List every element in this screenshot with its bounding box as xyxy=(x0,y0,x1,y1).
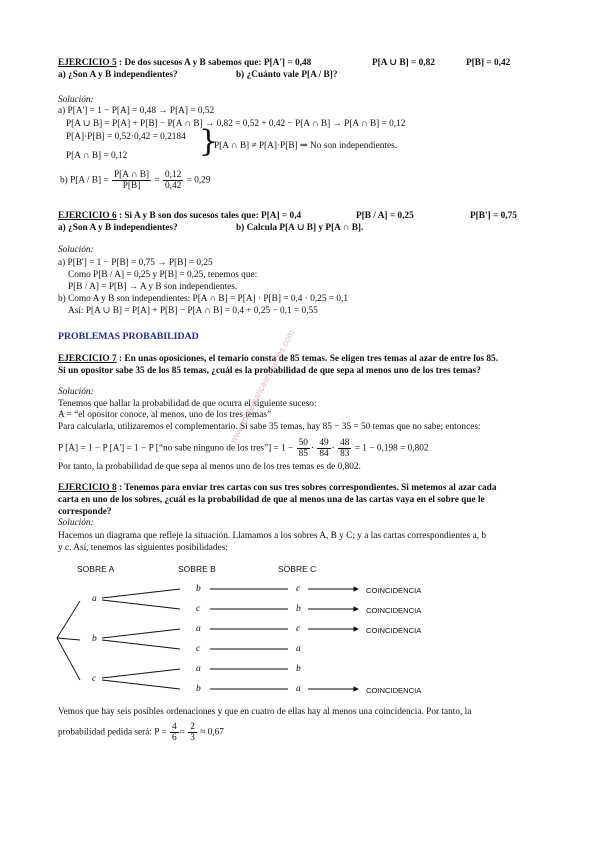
ej5-solution-label: Solución: xyxy=(58,95,94,105)
ej5-question-a: a) ¿Son A y B independientes? xyxy=(58,70,178,80)
ej6-line3: P[B / A] = P[B] → A y B son independientes. xyxy=(68,282,238,292)
ej7-line1: Tenemos que hallar la probabilidad de que ocurra el siguiente suceso: xyxy=(58,399,317,409)
row2-note: COINCIDENCIA xyxy=(366,606,422,615)
row6-c: a xyxy=(296,684,301,694)
header-sobre-c: SOBRE C xyxy=(278,564,317,574)
ej6-line4: b) Como A y B son independientes: P[A ∩ B] = P[A] · P[B] = 0,4 · 0,25 = 0,1 xyxy=(58,294,348,304)
ej8-heading: EJERCICIO 8 xyxy=(58,483,117,493)
ej8-statement-3: corresponde? xyxy=(58,507,112,517)
ej8-statement-1: EJERCICIO 8 : Tenemos para enviar tres cartas con sus tres sobres correspondientes. Si metemos al azar cada xyxy=(58,483,497,493)
watermark: www.matematicasrecursos.com xyxy=(228,328,297,445)
row6-b: b xyxy=(196,684,201,694)
ej7-heading: EJERCICIO 7 xyxy=(58,354,117,364)
first-letter-a: a xyxy=(92,594,97,604)
ej8-fraction-1: $\frac{4}{6}$ xyxy=(172,722,177,743)
ej6-given-conditional: P[B / A] = 0,25 xyxy=(356,211,414,221)
row3-note: COINCIDENCIA xyxy=(366,626,422,635)
ej5-brace: } xyxy=(199,124,219,159)
ej5-line3: P[A]·P[B] = 0,52·0,42 = 0,2184 xyxy=(66,132,186,142)
ej5-conclusion: P[A ∩ B] ≠ P[A]·P[B] ⇒ No son independientes. xyxy=(214,141,398,151)
ej8-line2: y c. Así, tenemos las siguientes posibilidades: xyxy=(58,543,228,553)
ej6-heading: EJERCICIO 6 xyxy=(58,211,117,221)
ej5-statement: EJERCICIO 5 : De dos sucesos A y B sabemos que: P[A'] = 0,48 xyxy=(58,58,312,68)
ej7-line3: Para calcularla, utilizaremos el complementario. Si sabe 35 temas, hay 85 − 35 = 50 temas que no sabe; entonces: xyxy=(58,422,481,432)
row1-note: COINCIDENCIA xyxy=(366,586,422,595)
ej5-given-pb: P[B] = 0,42 xyxy=(466,58,511,68)
section-title: PROBLEMAS PROBABILIDAD xyxy=(58,331,199,342)
header-sobre-b: SOBRE B xyxy=(178,564,216,574)
first-letter-b: b xyxy=(92,634,97,644)
header-sobre-a: SOBRE A xyxy=(77,564,115,574)
ej7-line5: Por tanto, la probabilidad de que sepa al menos uno de los tres temas es de 0,802. xyxy=(58,462,361,472)
ej5-line1: a) P[A'] = 1 − P[A] = 0,48 → P[A] = 0,52 xyxy=(58,106,215,116)
ej6-line2: Como P[B / A] = 0,25 y P[B] = 0,25, tenemos que: xyxy=(68,270,258,280)
ej5-part-b: b) P[A / B] = $\frac{P[A \cap B]}{P[B]}$ = $\frac{0,12}{0,42}$ = 0,29 xyxy=(60,170,211,191)
ej6-given-pbc: P[B'] = 0,75 xyxy=(470,211,517,221)
ej7-statement-2: Si un opositor sabe 35 de los 85 temas, ¿cuál es la probabilidad de que sepa al menos uno de los tres temas? xyxy=(58,366,481,376)
ej6-question-a: a) ¿Son A y B independientes? xyxy=(58,223,178,233)
ej8-statement-2: carta en uno de los sobres, ¿cuál es la probabilidad de que al menos una de las cartas vaya en el sobre que le xyxy=(58,495,485,505)
row1-b: b xyxy=(196,584,201,594)
row5-b: a xyxy=(196,664,201,674)
ej7-line4: P [A] = 1 − P [A'] = 1 − P [“no sabe ninguno de los tres”] = 1 − $\frac{50}{85}$ · $\frac{49}{84}$ · $\frac{48}{83}$ = 1 − 0,198 = 0,802 xyxy=(58,438,429,459)
row6-note: COINCIDENCIA xyxy=(366,686,422,695)
ej6-statement: EJERCICIO 6 : Si A y B son dos sucesos tales que: P[A] = 0,4 xyxy=(58,211,302,221)
ej6-line1: a) P[B'] = 1 − P[B] = 0,75 → P[B] = 0,25 xyxy=(58,258,213,268)
ej8-fraction-2: $\frac{2}{3}$ xyxy=(190,722,195,743)
ej7-fraction-3: $\frac{48}{83}$ xyxy=(340,438,350,459)
ej6-line5: Así: P[A ∪ B] = P[A] + P[B] − P[A ∩ B] = 0,4 + 0,25 − 0,1 = 0,55 xyxy=(68,306,318,316)
ej5-line4: P[A ∩ B] = 0,12 xyxy=(66,151,128,161)
first-letter-c: c xyxy=(92,674,97,684)
row4-b: c xyxy=(196,644,201,654)
ej5-question-b: b) ¿Cuánto vale P[A / B]? xyxy=(236,70,338,80)
ej7-line2: A = “el opositor conoce, al menos, uno de los tres temas” xyxy=(58,410,272,420)
ej8-solution-label: Solución: xyxy=(58,518,94,528)
ej5-given-union: P[A ∪ B] = 0,82 xyxy=(372,58,435,68)
ej6-question-b: b) Calcula P[A ∪ B] y P[A ∩ B]. xyxy=(236,223,364,233)
ej6-solution-label: Solución: xyxy=(58,245,94,255)
ej7-statement-1: EJERCICIO 7 : En unas oposiciones, el temario consta de 85 temas. Se eligen tres temas al azar de entre los 85. xyxy=(58,354,499,364)
ej7-fraction-2: $\frac{49}{84}$ xyxy=(319,438,329,459)
ej5-line2: P[A ∪ B] = P[A] + P[B] − P[A ∩ B] → 0,82 = 0,52 + 0,42 − P[A ∩ B] → P[A ∩ B] = 0,12 xyxy=(66,119,406,129)
ej5-fraction-conditional: $\frac{P[A \cap B]}{P[B]}$ xyxy=(113,170,150,191)
ej8-line4: probabilidad pedida será: P = $\frac{4}{6}$ = $\frac{2}{3}$ ≈ 0,67 xyxy=(58,722,224,743)
row3-b: a xyxy=(196,624,201,634)
ej5-fraction-values: $\frac{0,12}{0,42}$ xyxy=(165,170,182,191)
ej8-line3: Vemos que hay seis posibles ordenaciones y que en cuatro de ellas hay al menos una coincidencia. Por tanto, la xyxy=(58,707,472,717)
ej8-line1: Hacemos un diagrama que refleje la situación. Llamamos a los sobres A, B y C; y a las cartas correspondientes a, b xyxy=(58,531,487,541)
row3-c: c xyxy=(296,624,301,634)
row1-c: c xyxy=(296,584,301,594)
row4-c: a xyxy=(296,644,301,654)
ej7-fraction-1: $\frac{50}{85}$ xyxy=(298,438,308,459)
row2-c: b xyxy=(296,604,301,614)
ej5-heading: EJERCICIO 5 xyxy=(58,58,117,68)
ej7-solution-label: Solución: xyxy=(58,387,94,397)
row5-c: b xyxy=(296,664,301,674)
row2-b: c xyxy=(196,604,201,614)
